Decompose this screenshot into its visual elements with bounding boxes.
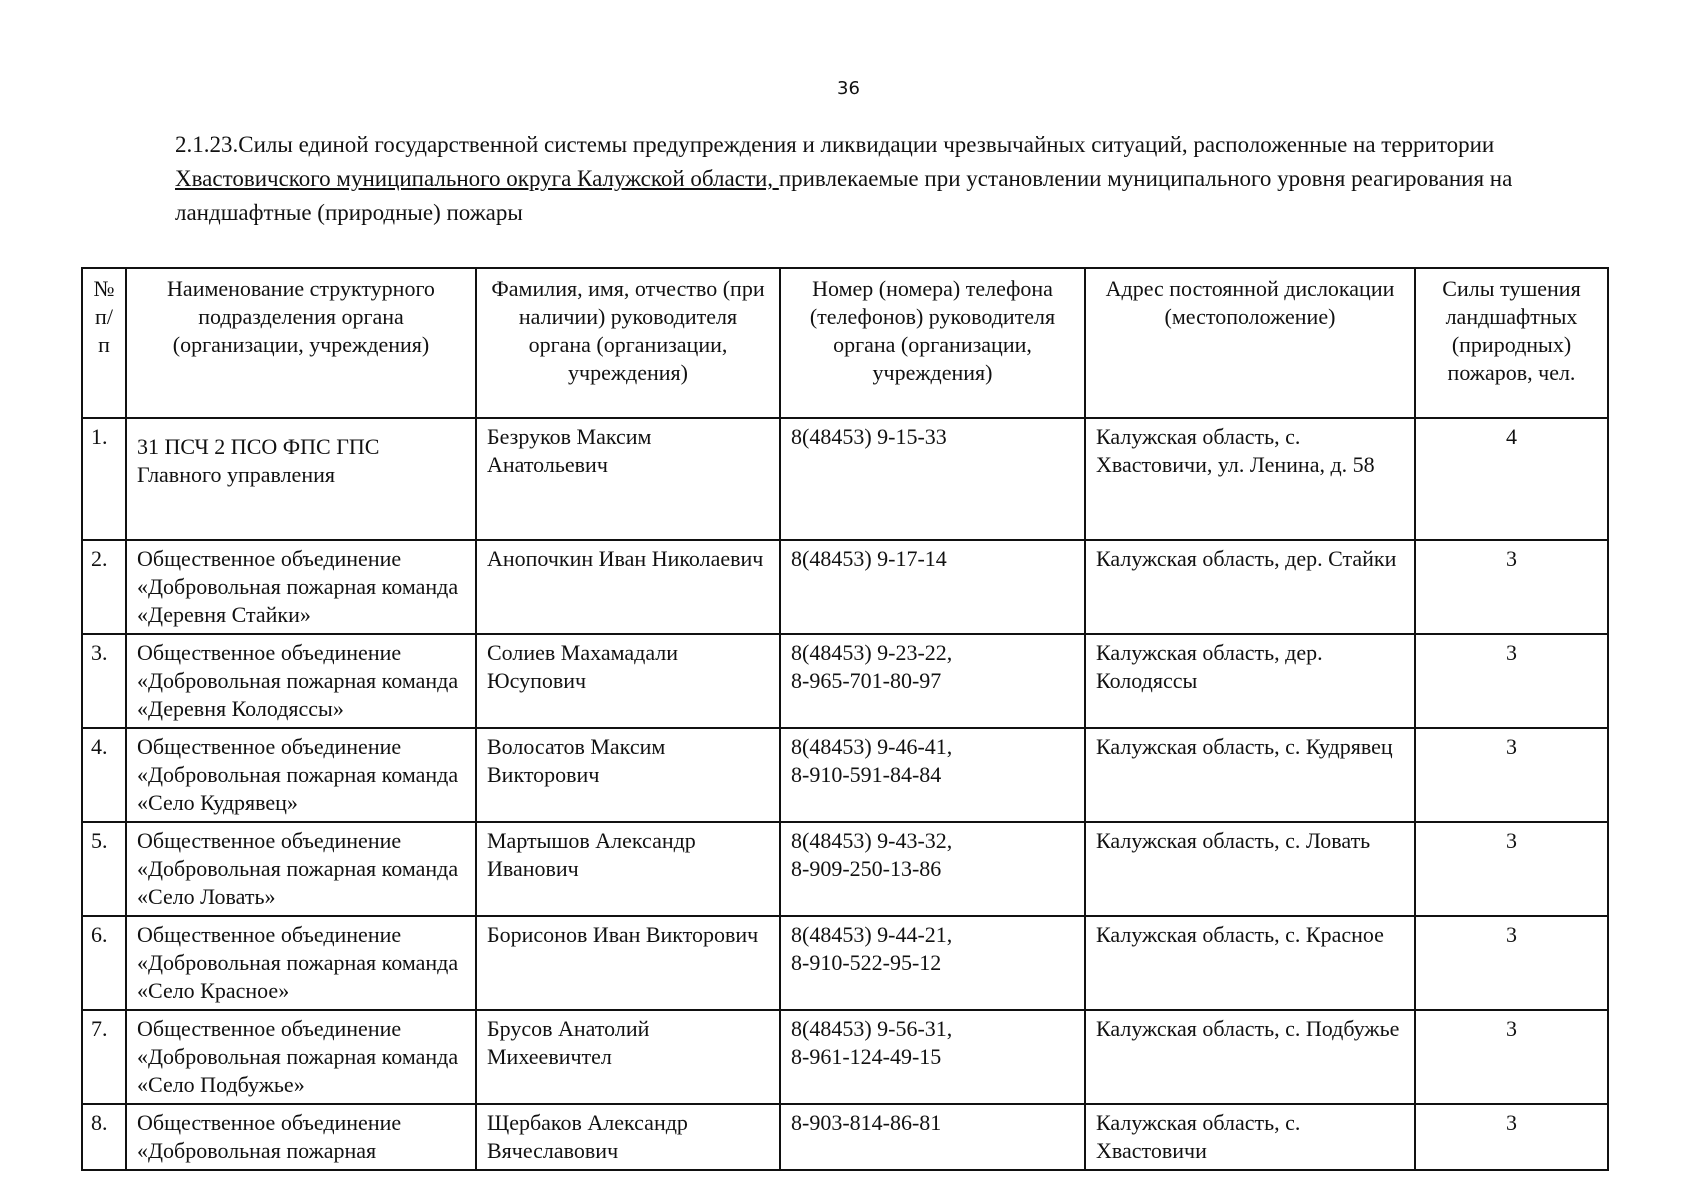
section-heading [175,128,1615,230]
table-row [82,418,1608,540]
cell-forces: 3 [1415,540,1608,634]
cell-number: 3. [82,634,126,728]
cell-organization: Общественное объединение «Добровольная пожарная команда «Село Красное» [126,916,476,1010]
table-row [82,1010,1608,1104]
cell-number: 4. [82,728,126,822]
cell-head-name: Борисонов Иван Викторович [476,916,780,1010]
cell-number: 2. [82,540,126,634]
cell-address: Калужская область, с. Кудрявец [1085,728,1415,822]
cell-organization: Общественное объединение «Добровольная пожарная команда «Деревня Колодяссы» [126,634,476,728]
cell-head-name: Анопочкин Иван Николаевич [476,540,780,634]
cell-phone: 8(48453) 9-15-33 [780,418,1085,540]
cell-phone: 8(48453) 9-46-41, 8-910-591-84-84 [780,728,1085,822]
header-address: Адрес постоянной дислокации (местоположение) [1085,268,1415,418]
header-organization: Наименование структурного подразделения органа (организации, учреждения) [126,268,476,418]
header-phone: Номер (номера) телефона (телефонов) руководителя органа (организации, учреждения) [780,268,1085,418]
cell-address: Калужская область, дер. Стайки [1085,540,1415,634]
cell-address: Калужская область, с. Хвастовичи, ул. Ленина, д. 58 [1085,418,1415,540]
cell-organization: 31 ПСЧ 2 ПСО ФПС ГПС Главного управления [126,418,476,540]
cell-phone: 8(48453) 9-56-31, 8-961-124-49-15 [780,1010,1085,1104]
header-head-name: Фамилия, имя, отчество (при наличии) руководителя органа (организации, учреждения) [476,268,780,418]
heading-underlined-territory: Хвастовичского муниципального округа Калужской области, [175,166,779,191]
cell-number: 1. [82,418,126,540]
cell-head-name: Мартышов Александр Иванович [476,822,780,916]
cell-head-name: Волосатов Максим Викторович [476,728,780,822]
cell-number: 7. [82,1010,126,1104]
cell-forces: 3 [1415,728,1608,822]
cell-organization: Общественное объединение «Добровольная пожарная [126,1104,476,1170]
cell-organization: Общественное объединение «Добровольная пожарная команда «Деревня Стайки» [126,540,476,634]
table-header-row [82,268,1608,418]
table-row [82,540,1608,634]
cell-head-name: Солиев Махамадали Юсупович [476,634,780,728]
table-row [82,634,1608,728]
cell-address: Калужская область, дер. Колодяссы [1085,634,1415,728]
cell-forces: 3 [1415,916,1608,1010]
cell-phone: 8-903-814-86-81 [780,1104,1085,1170]
cell-head-name: Брусов Анатолий Михеевичтел [476,1010,780,1104]
cell-head-name: Безруков Максим Анатольевич [476,418,780,540]
cell-forces: 4 [1415,418,1608,540]
cell-number: 5. [82,822,126,916]
cell-phone: 8(48453) 9-17-14 [780,540,1085,634]
heading-text: 2.1.23.Силы единой государственной системы предупреждения и ликвидации чрезвычайных ситуаций, расположенные на территории [175,132,1495,157]
cell-number: 6. [82,916,126,1010]
cell-forces: 3 [1415,1010,1608,1104]
header-number: № п/п [82,268,126,418]
cell-organization: Общественное объединение «Добровольная пожарная команда «Село Подбужье» [126,1010,476,1104]
table-row [82,1104,1608,1170]
header-forces: Силы тушения ландшафтных (природных) пожаров, чел. [1415,268,1608,418]
cell-address: Калужская область, с. Красное [1085,916,1415,1010]
cell-phone: 8(48453) 9-44-21, 8-910-522-95-12 [780,916,1085,1010]
cell-address: Калужская область, с. Подбужье [1085,1010,1415,1104]
cell-phone: 8(48453) 9-23-22, 8-965-701-80-97 [780,634,1085,728]
cell-number: 8. [82,1104,126,1170]
cell-forces: 3 [1415,822,1608,916]
forces-table [81,267,1609,1171]
table-row [82,916,1608,1010]
cell-address: Калужская область, с. Хвастовичи [1085,1104,1415,1170]
table-row [82,822,1608,916]
cell-head-name: Щербаков Александр Вячеславович [476,1104,780,1170]
cell-phone: 8(48453) 9-43-32, 8-909-250-13-86 [780,822,1085,916]
table-row [82,728,1608,822]
cell-organization: Общественное объединение «Добровольная пожарная команда «Село Кудрявец» [126,728,476,822]
cell-forces: 3 [1415,1104,1608,1170]
cell-address: Калужская область, с. Ловать [1085,822,1415,916]
page-number: 36 [837,78,860,99]
heading-text-end: привлекаемые при установлении муниципального уровня реагирования на ландшафтные (природные) пожары [175,166,1513,225]
cell-forces: 3 [1415,634,1608,728]
cell-organization: Общественное объединение «Добровольная пожарная команда «Село Ловать» [126,822,476,916]
